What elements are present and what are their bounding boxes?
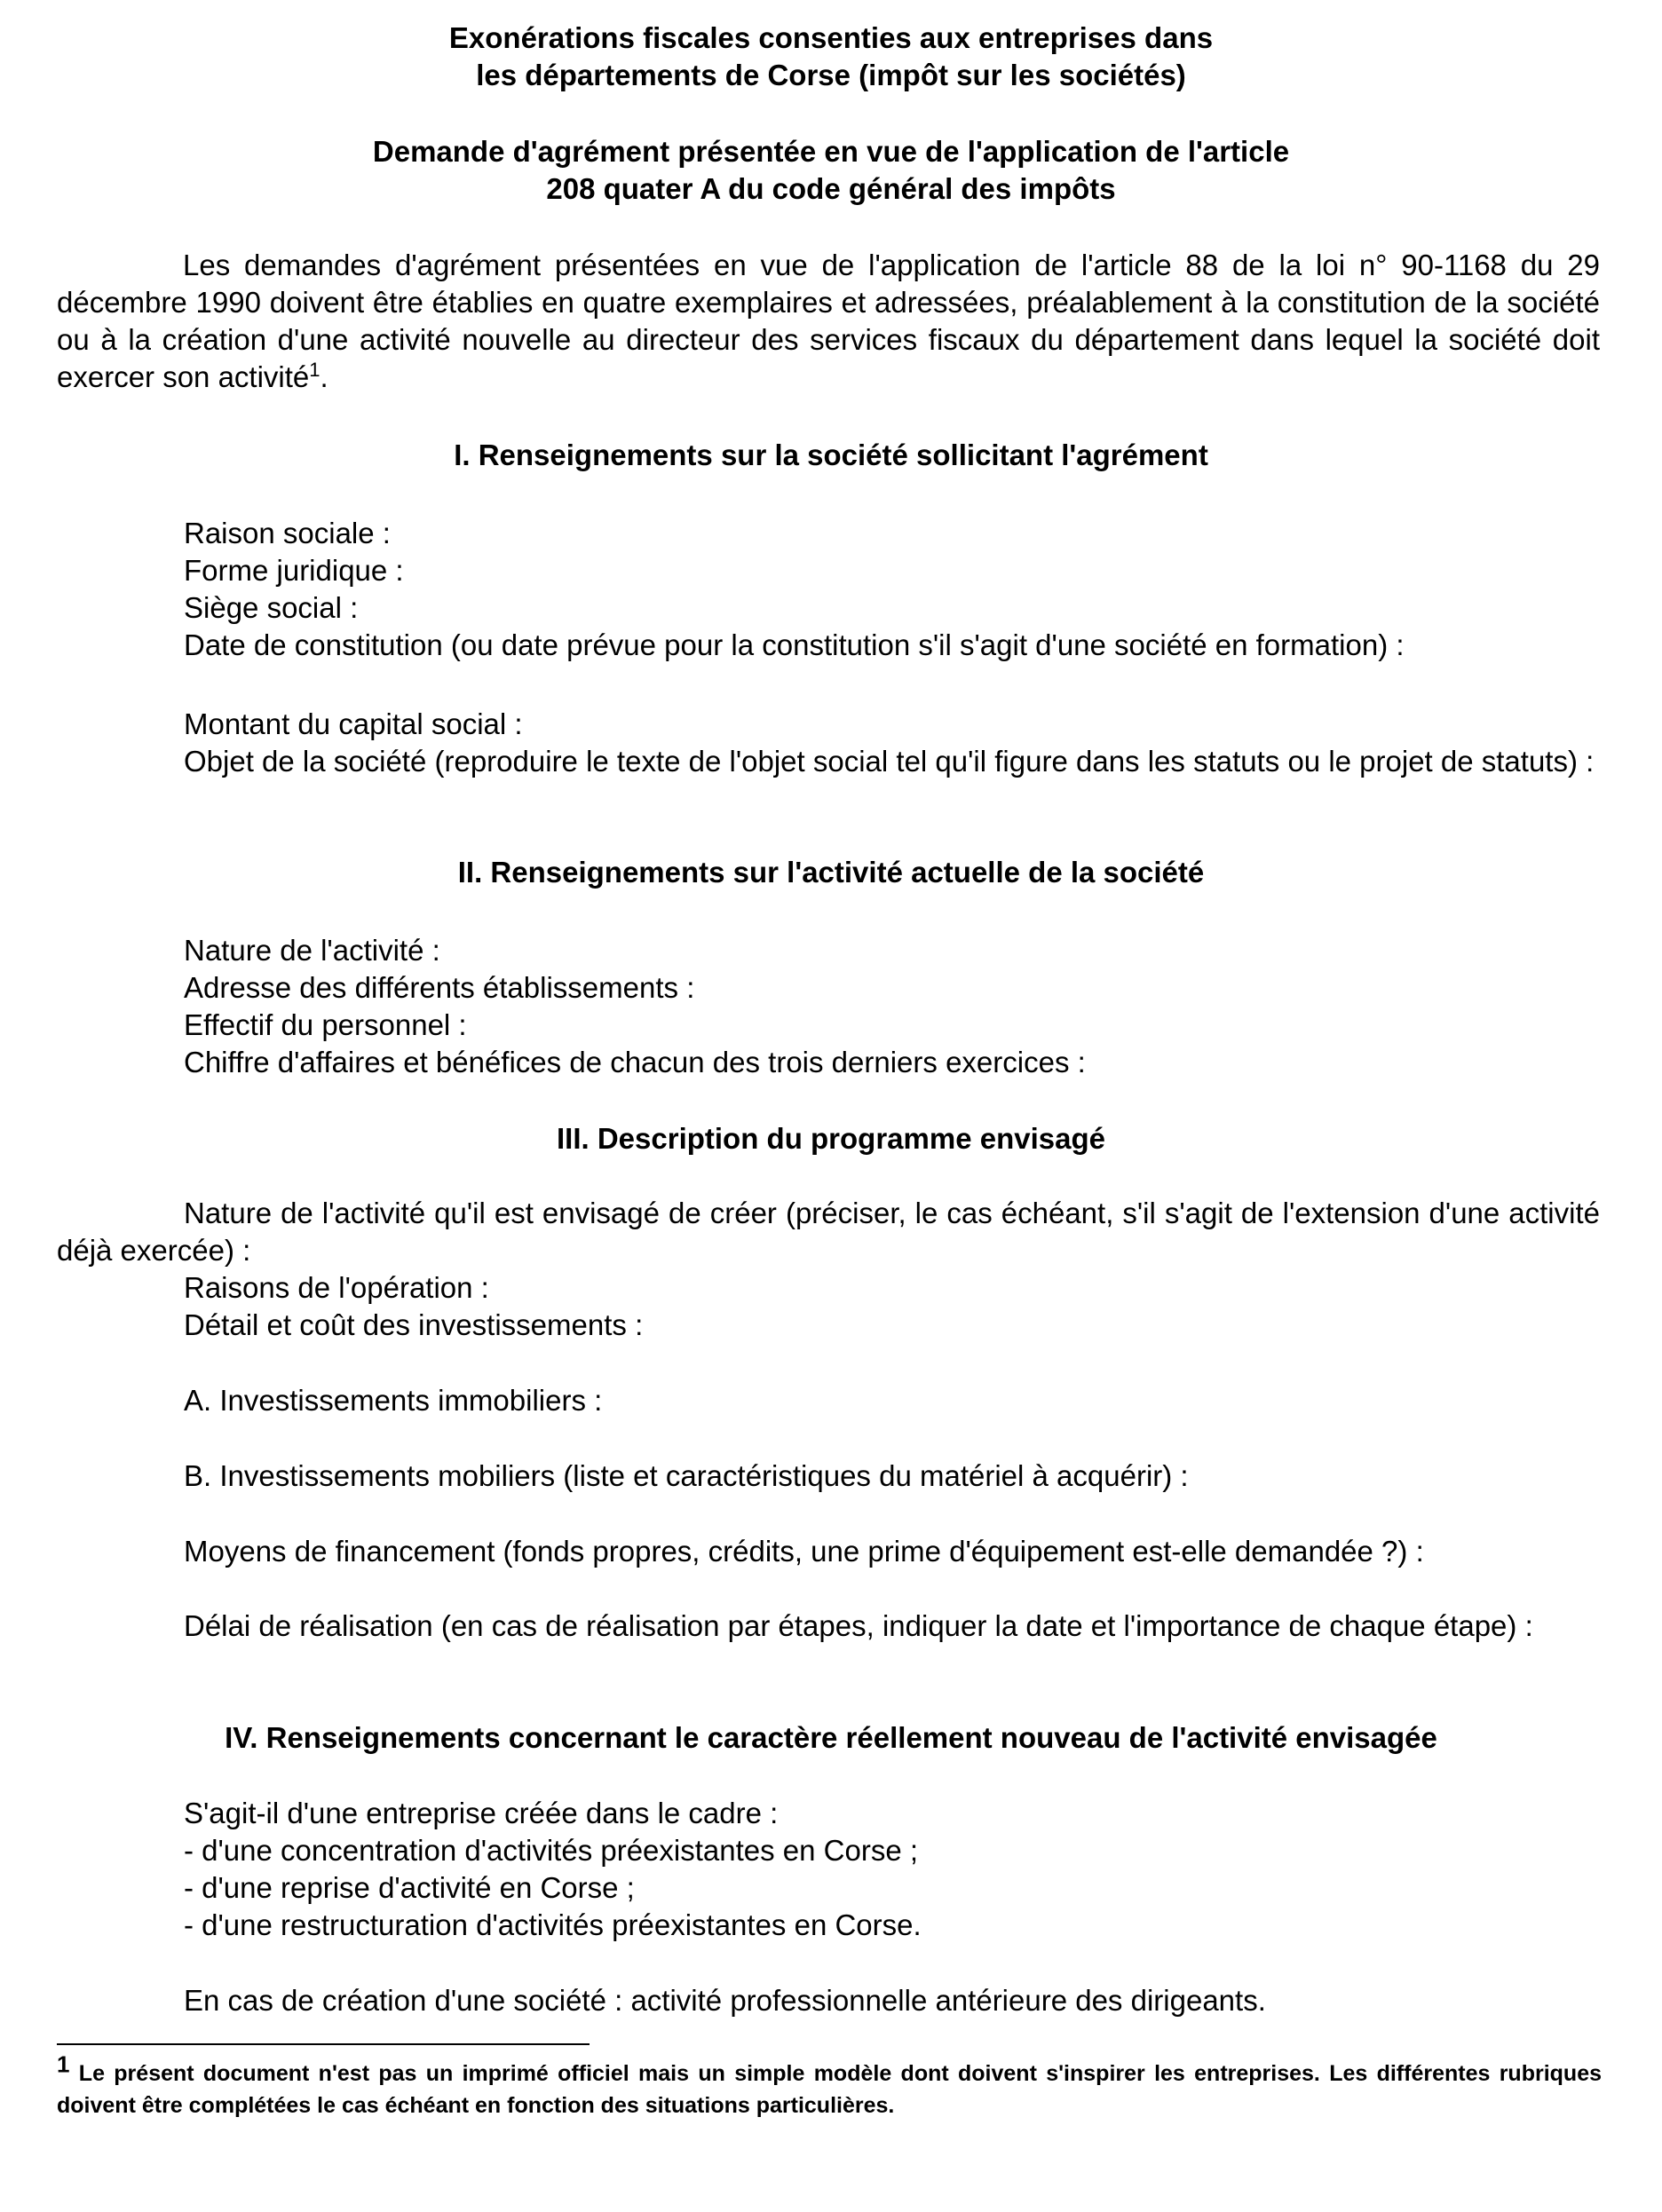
document-title bbox=[0, 20, 1662, 94]
field-chiffre-affaires: Chiffre d'affaires et bénéfices de chacun des trois derniers exercices : bbox=[184, 1046, 1086, 1078]
title-line-2: les départements de Corse (impôt sur les sociétés) bbox=[476, 59, 1186, 91]
intro-end: . bbox=[320, 360, 328, 393]
section-3-heading: III. Description du programme envisagé bbox=[557, 1122, 1105, 1155]
field-capital-social: Montant du capital social : bbox=[184, 707, 523, 740]
footnote-divider bbox=[57, 2043, 590, 2045]
document-subtitle bbox=[0, 133, 1662, 208]
subtitle-line-2: 208 quater A du code général des impôts bbox=[546, 172, 1116, 205]
subtitle-line-1: Demande d'agrément présentée en vue de l'application de l'article bbox=[372, 135, 1290, 168]
field-activite-dirigeants: En cas de création d'une société : activité professionnelle antérieure des dirigeants. bbox=[184, 1984, 1266, 2017]
field-date-constitution: Date de constitution (ou date prévue pour la constitution s'il s'agit d'une société en formation) : bbox=[184, 628, 1405, 661]
footnote-text: Le présent document n'est pas un imprimé officiel mais un simple modèle dont doivent s'inspirer les entreprises. Les différentes rubriques doivent être complétées le cas échéant en fonction des situations particulières. bbox=[57, 2061, 1603, 2118]
field-forme-juridique: Forme juridique : bbox=[184, 554, 404, 587]
title-line-1: Exonérations fiscales consenties aux entreprises dans bbox=[448, 21, 1214, 54]
field-objet-societe bbox=[57, 743, 1600, 780]
field-raisons-operation: Raisons de l'opération : bbox=[184, 1271, 489, 1304]
field-nature-activite: Nature de l'activité : bbox=[184, 934, 440, 967]
option-reprise: - d'une reprise d'activité en Corse ; bbox=[184, 1871, 635, 1904]
field-adresse-etablissements: Adresse des différents établissements : bbox=[184, 971, 695, 1004]
field-raison-sociale: Raison sociale : bbox=[184, 517, 391, 549]
field-investissements-mobiliers: B. Investissements mobiliers (liste et caractéristiques du matériel à acquérir) : bbox=[184, 1459, 1189, 1492]
section-1-heading: I. Renseignements sur la société sollicitant l'agrément bbox=[454, 438, 1208, 471]
intro-paragraph bbox=[57, 247, 1600, 396]
footnote-reference: 1 bbox=[309, 359, 321, 381]
field-investissements-immobiliers: A. Investissements immobiliers : bbox=[184, 1384, 603, 1417]
section-4-heading: IV. Renseignements concernant le caractère réellement nouveau de l'activité envisagée bbox=[225, 1721, 1437, 1754]
footnote-number: 1 bbox=[57, 2050, 70, 2078]
section-2-heading: II. Renseignements sur l'activité actuelle de la société bbox=[457, 856, 1205, 889]
field-siege-social: Siège social : bbox=[184, 591, 359, 624]
footnote bbox=[57, 2050, 1603, 2121]
objet-text: Objet de la société (reproduire le texte de l'objet social tel qu'il figure dans les statuts ou le projet de statuts) : bbox=[184, 745, 1595, 778]
field-nature-activite-envisagee bbox=[57, 1195, 1600, 1269]
option-restructuration: - d'une restructuration d'activités préexistantes en Corse. bbox=[184, 1908, 922, 1941]
option-concentration: - d'une concentration d'activités préexistantes en Corse ; bbox=[184, 1834, 919, 1867]
intro-text: Les demandes d'agrément présentées en vue de l'application de l'article 88 de la loi n° 90-1168 du 29 décembre 1990 doivent être établies en quatre exemplaires et adressées, préalablement à la constitution de la société ou à la création d'une activité nouvelle au directeur des services fiscaux du département dans lequel la société doit exercer son activité bbox=[57, 249, 1600, 393]
delai-text: Délai de réalisation (en cas de réalisation par étapes, indiquer la date et l'importance de chaque étape) : bbox=[184, 1609, 1533, 1642]
field-delai-realisation bbox=[57, 1608, 1600, 1645]
field-detail-investissements: Détail et coût des investissements : bbox=[184, 1308, 644, 1341]
nature-envisagee-text: Nature de l'activité qu'il est envisagé de créer (préciser, le cas échéant, s'il s'agit de l'extension d'une activité déjà exercée) : bbox=[57, 1197, 1600, 1267]
field-effectif-personnel: Effectif du personnel : bbox=[184, 1008, 467, 1041]
question-entreprise-creee: S'agit-il d'une entreprise créée dans le cadre : bbox=[184, 1797, 779, 1829]
field-moyens-financement: Moyens de financement (fonds propres, crédits, une prime d'équipement est-elle demandée ?) : bbox=[184, 1535, 1424, 1568]
